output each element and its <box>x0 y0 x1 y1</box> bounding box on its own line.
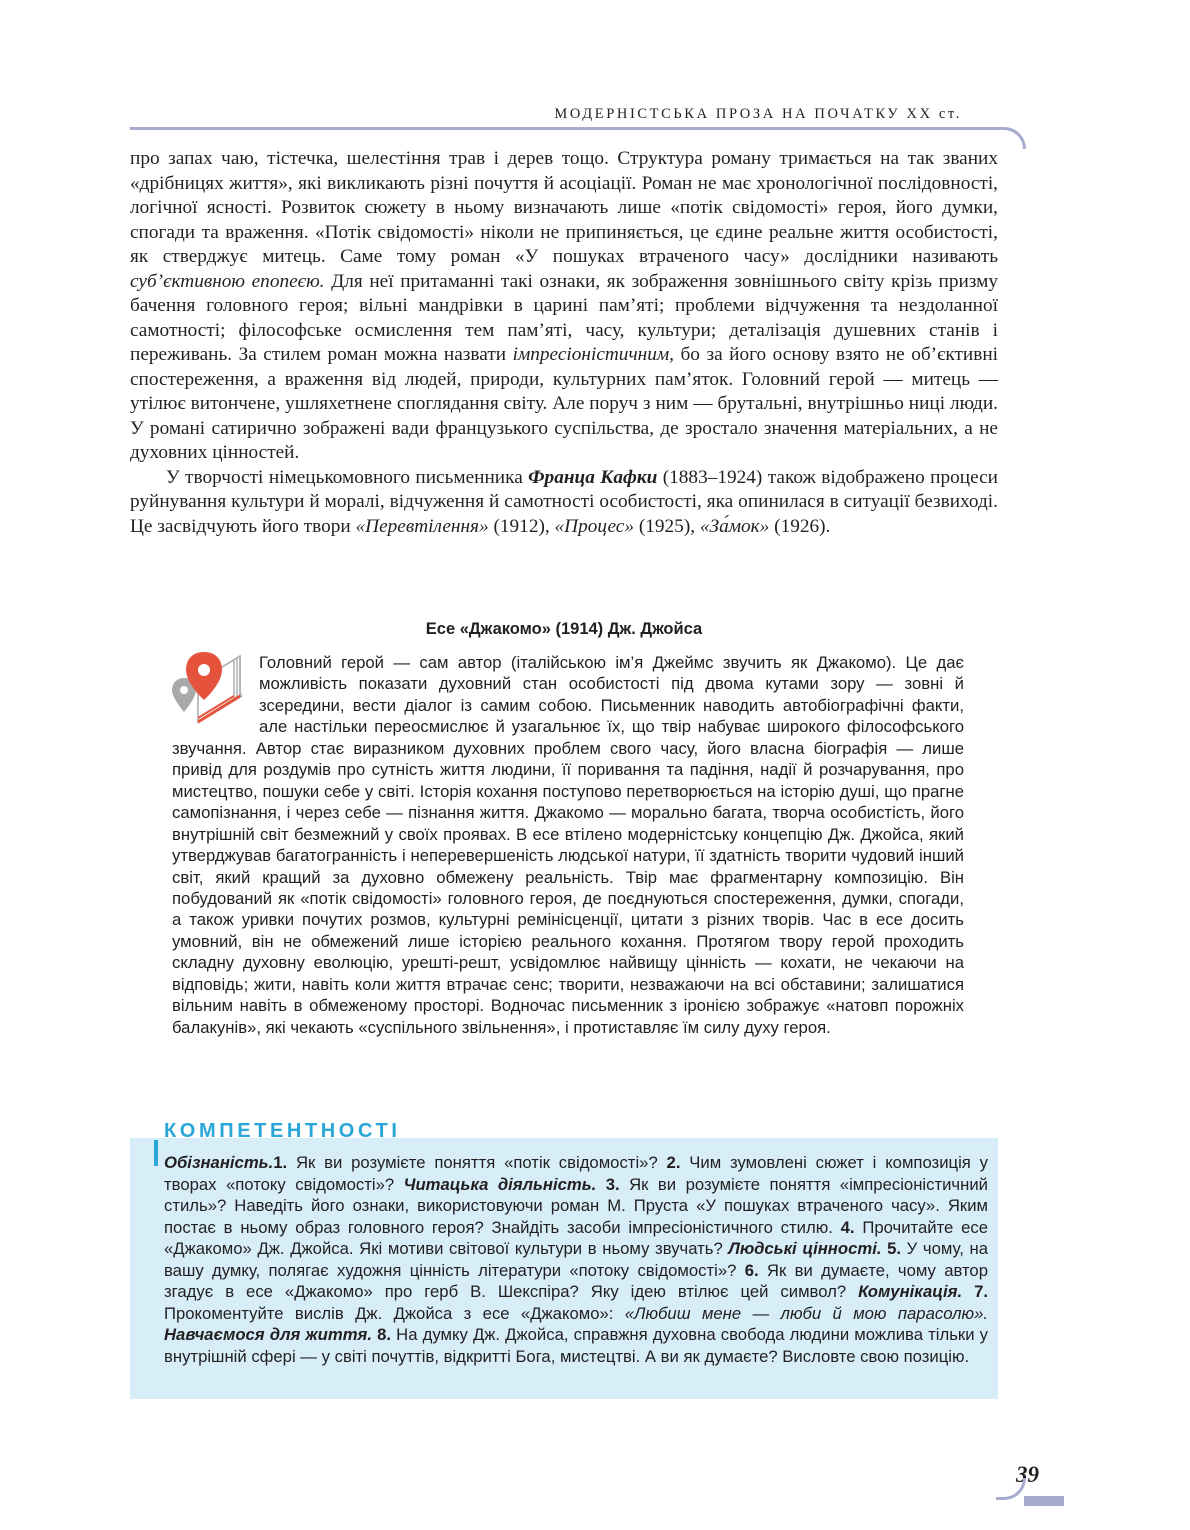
text-run: (1926). <box>769 515 831 537</box>
question-text: Як ви думаєте, чому автор згадує в есе «Джакомо» про герб В. Шекспіра? Яку ідею втілює цей символ? <box>164 1260 988 1301</box>
question-text: На думку Дж. Джойса, справжня духовна свобода людини можлива тільки у внутрішній сфері — у світі почуттів, відкритті Бога, мистецтві. А ви як думаєте? Висловте свою позицію. <box>164 1325 989 1366</box>
text-run: Для неї притаманні такі ознаки, як зображення зовнішнього світу крізь призму бачення головного героя; вільні мандрівки в царині пам’яті; проблеми відчуження та нездоланної самотності; філософське осмислення тем пам’яті, часу, культури; деталізація душевних станів і переживань. За стилем роман можна назвати <box>130 270 998 365</box>
text-run: (1912), <box>488 515 555 537</box>
page-number: 39 <box>1016 1462 1039 1487</box>
text-run: У творчості німецькомовного письменника <box>166 466 529 488</box>
main-text <box>130 147 998 539</box>
work-title: «За́мок» <box>699 515 770 537</box>
footer-bar <box>1024 1496 1064 1506</box>
competency-label: Навчаємося для життя. <box>164 1325 373 1344</box>
question-number: 7. <box>962 1282 988 1301</box>
competencies-text <box>164 1152 988 1367</box>
work-title: «Перевтілення» <box>355 515 489 537</box>
icon-wrap-space <box>172 652 259 736</box>
essay-text <box>172 652 964 1038</box>
competency-label: Обізнаність. <box>164 1153 274 1172</box>
competencies-paragraph <box>164 1152 988 1367</box>
footer-curl <box>996 1478 1026 1500</box>
term-impressionistic: імпресіоністичним, <box>512 344 674 365</box>
competency-label: Комунікація. <box>858 1282 963 1301</box>
header-rule <box>130 127 1006 130</box>
question-text: Як ви розумієте поняття «імпресіоністичний стиль»? Наведіть його ознаки, використовуючи роман М. Пруста «У пошуках втраченого часу». Яким постає в ньому образ головного героя? Знайдіть засоби імпресіоністичного стилю. <box>164 1174 988 1237</box>
question-number: 1. <box>273 1153 288 1172</box>
question-number: 3. <box>596 1174 620 1194</box>
text-run: (1925), <box>634 515 700 537</box>
paragraph-proust <box>130 147 998 466</box>
essay-title: Есе «Джакомо» (1914) Дж. Джойса <box>425 620 703 638</box>
question-number: 4. <box>840 1217 855 1237</box>
text-run: (1883–1924) також відображено процеси руйнування культури й моралі, відчуження й самотності особистості, яка опинилася в ситуації безвиході. Це засвідчують його твори <box>130 466 998 537</box>
question-text: Прокоментуйте вислів Дж. Джойса з есе «Джакомо»: <box>164 1303 625 1323</box>
competencies-accent-bar <box>154 1140 158 1166</box>
question-number: 2. <box>666 1153 681 1172</box>
question-text: Чим зумовлені сюжет і композиція у творах «потоку свідомості»? <box>164 1153 988 1194</box>
paragraph-kafka <box>130 466 998 540</box>
header-rule-curl <box>990 127 1026 149</box>
question-number: 8. <box>372 1325 392 1344</box>
question-number: 5. <box>881 1239 902 1258</box>
question-text: Як ви розумієте поняття «потік свідомості»? <box>287 1153 667 1172</box>
author-name: Франца Кафки <box>528 466 658 488</box>
question-text: Прочитайте есе «Джакомо» Дж. Джойса. Які мотиви світової культури в ньому звучать? <box>164 1217 989 1258</box>
quote: «Любиш мене — люби й мою парасолю». <box>624 1303 988 1323</box>
question-number: 6. <box>744 1260 759 1280</box>
essay-paragraph: Головний герой — сам автор (італійською ім’я Джеймс звучить як Джакомо). Це дає можливість показати духовний стан особистості під двома кутами зору — зовні й зсередини, вести діалог із самим собою. Письменник наводить автобіографічні факти, але настільки переосмислює й узагальнює їх, що твір набуває широкого філософського звучання. Автор стає виразником духовних проблем свого часу, його власна біографія — лише привід для роздумів про сутність життя людини, її поривання та падіння, надії й розчарування, про мистецтво, пошуки себе у світі. Історія кохання поступово перетворюється на історію душі, що прагне самопізнання, і через себе — пізнання життя. Джакомо — морально багата, творча особистість, його внутрішній світ безмежний у своїх проявах. В есе втілено модерністську концепцію Дж. Джойса, який утверджував багатогранність і неперевершеність людської натури, її здатність творити чудовий інший світ, який кращий за духовно обмежену реальність. Твір має фрагментарну композицію. Він побудований як «потік свідомості» головного героя, де поєднуються спостереження, думки, спогади, а також уривки почутих розмов, культурні ремінісценції, цитати з різних творів. Час в есе досить умовний, він не обмежений лише історією реального кохання. Протягом твору герой проходить складну духовну еволюцію, урешті-решт, усвідомлює найвищу цінність — кохати, не чекаючи на відповідь; жити, навіть коли життя втрачає сенс; творити, незважаючи на всі обставини; залишатися вільним навіть в обмеженому просторі. Водночас письменник з іронією зображує «натовп порожніх балакунів», які чекають «суспільного звільнення», і протиставляє їм силу духу героя. <box>172 653 964 1037</box>
question-text: У чому, на вашу думку, полягає художня цінність літератури «потоку свідомості»? <box>164 1239 988 1280</box>
text-run: про запах чаю, тістечка, шелестіння трав і дерев тощо. Структура роману тримається на так званих «дрібницях життя», які викликають різні почуття й асоціації. Роман не має хронологічної послідовності, логічної ясності. Розвиток сюжету в ньому визначають лише «потік свідомості» героя, його думки, спогади та враження. «Потік свідомості» ніколи не припиняється, це єдине реальне життя особистості, як стверджує митець. Саме тому роман «У пошуках втраченого часу» дослідники називають <box>130 148 998 267</box>
text-run: бо за його основу взято не об’єктивні спостереження, а враження від людей, природи, культурних пам’яток. Головний герой — митець — утілює витончене, ушляхетнене споглядання світу. Але поруч з ним — брутальні, внутрішньо ниці люди. У романі сатирично зображені вади французького суспільства, де зростало значення матеріальних, а не духовних цінностей. <box>130 344 998 463</box>
running-title: МОДЕРНІСТСЬКА ПРОЗА НА ПОЧАТКУ XX ст. <box>554 106 962 122</box>
term-subjective-epic: суб’єктивною епопеєю. <box>130 270 325 292</box>
competency-label: Людські цінності. <box>728 1239 882 1258</box>
work-title: «Процес» <box>554 515 635 537</box>
competency-label: Читацька діяльність. <box>403 1174 597 1194</box>
competencies-heading: КОМПЕТЕНТНОСТІ <box>164 1120 401 1142</box>
